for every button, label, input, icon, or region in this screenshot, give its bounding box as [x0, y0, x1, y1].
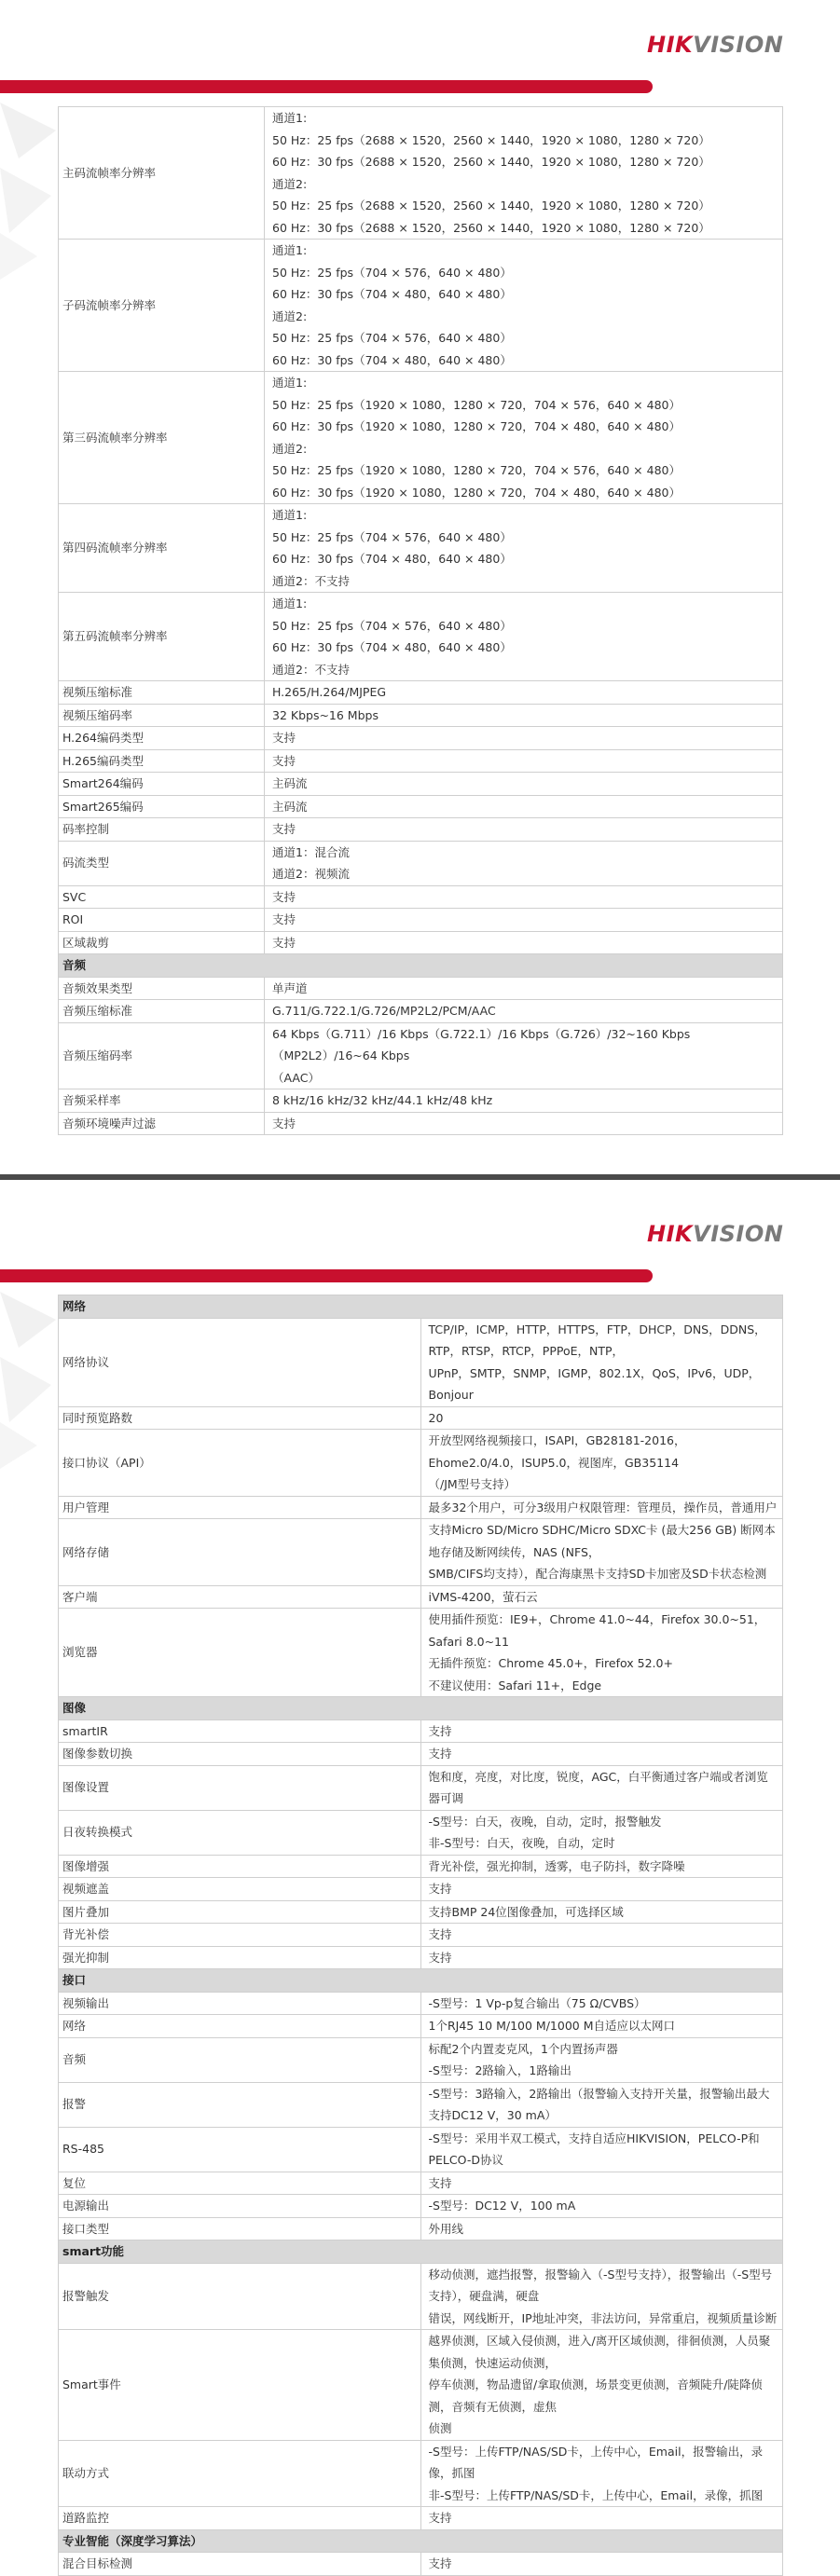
- spec-value-line: 支持: [272, 731, 296, 745]
- spec-label: 联动方式: [59, 2440, 421, 2507]
- spec-value-line: （/JM型号支持）: [428, 1477, 516, 1491]
- spec-row: [59, 727, 783, 750]
- spec-label: RS-485: [59, 2127, 421, 2172]
- spec-value-line: 支持: [428, 2556, 452, 2570]
- spec-label: H.265编码类型: [59, 749, 265, 773]
- spec-row: [59, 1900, 783, 1924]
- spec-value-line: （AAC）: [272, 1070, 320, 1085]
- spec-label: 用户管理: [59, 1496, 421, 1519]
- spec-value: [265, 107, 783, 240]
- spec-value-line: 无插件预览：Chrome 45.0+，Firefox 52.0+: [428, 1656, 673, 1670]
- spec-label: 客户端: [59, 1585, 421, 1609]
- spec-value: [420, 2015, 783, 2038]
- spec-value-line: 主码流: [272, 776, 308, 790]
- spec-label: 音频压缩码率: [59, 1022, 265, 1089]
- spec-label: 图像设置: [59, 1765, 421, 1810]
- spec-value: [420, 1992, 783, 2015]
- spec-row: [59, 795, 783, 818]
- spec-value-line: 单声道: [272, 980, 308, 995]
- spec-label: 视频压缩码率: [59, 704, 265, 727]
- spec-value: [420, 1318, 783, 1406]
- spec-value: [420, 2263, 783, 2330]
- spec-row: [59, 1992, 783, 2015]
- spec-value-line: 20: [428, 1410, 444, 1425]
- spec-row: [59, 1318, 783, 1406]
- spec-value-line: -S型号：DC12 V，100 mA: [428, 2199, 576, 2213]
- spec-value-line: 50 Hz：25 fps（1920 × 1080，1280 × 720，704 × 576，640 × 480）: [272, 463, 681, 477]
- spec-value: [420, 2553, 783, 2576]
- spec-row: [59, 773, 783, 796]
- spec-value: [265, 931, 783, 954]
- spec-value-line: 支持: [428, 1882, 452, 1896]
- spec-label: 网络: [59, 2015, 421, 2038]
- spec-label: 图片叠加: [59, 1900, 421, 1924]
- spec-value-line: 1个RJ45 10 M/100 M/1000 M自适应以太网口: [428, 2019, 675, 2033]
- hikvision-logo: HIKVISION: [647, 32, 784, 58]
- spec-row: [59, 1022, 783, 1089]
- spec-value-line: 侦测: [428, 2421, 452, 2435]
- spec-value: [420, 1900, 783, 1924]
- spec-label: Smart265编码: [59, 795, 265, 818]
- spec-value-line: 60 Hz：30 fps（704 × 480，640 × 480）: [272, 552, 512, 566]
- spec-table-page-2: [58, 1295, 783, 2576]
- spec-value-line: 支持Micro SD/Micro SDHC/Micro SDXC卡 (最大256 GB) 断网本地存储及断网续传，NAS (NFS，: [428, 1523, 776, 1559]
- spec-value: [420, 1878, 783, 1901]
- spec-value-line: H.265/H.264/MJPEG: [272, 685, 387, 699]
- spec-label: 强光抑制: [59, 1946, 421, 1969]
- spec-label: Smart事件: [59, 2330, 421, 2441]
- spec-row: [59, 885, 783, 909]
- spec-value: [420, 1720, 783, 1743]
- spec-row: [59, 1430, 783, 1497]
- spec-label: 图像增强: [59, 1855, 421, 1878]
- watermark-graphic: [0, 93, 65, 280]
- section-header: [59, 1697, 783, 1720]
- spec-label: Smart264编码: [59, 773, 265, 796]
- spec-value: [265, 504, 783, 593]
- header-red-bar: [0, 1269, 653, 1282]
- spec-value-line: 使用插件预览：IE9+，Chrome 41.0~44，Firefox 30.0~51，Safari 8.0~11: [428, 1612, 766, 1649]
- spec-row: [59, 909, 783, 932]
- spec-label: 日夜转换模式: [59, 1810, 421, 1855]
- spec-value-line: 支持: [272, 1116, 296, 1130]
- section-title: 音频: [59, 954, 783, 978]
- spec-label: 混合目标检测: [59, 2553, 421, 2576]
- section-header: [59, 1295, 783, 1319]
- spec-value: [420, 1855, 783, 1878]
- spec-value-line: -S型号：采用半双工模式，支持自适应HIKVISION，PELCO-P和PELCO-D协议: [428, 2131, 760, 2167]
- spec-value: [265, 795, 783, 818]
- spec-value: [265, 704, 783, 727]
- spec-row: [59, 2553, 783, 2576]
- spec-page-2: [0, 1189, 840, 2570]
- spec-row: [59, 2015, 783, 2038]
- section-title: 图像: [59, 1697, 783, 1720]
- spec-value-line: 通道2:: [272, 308, 308, 323]
- spec-label: 背光补偿: [59, 1924, 421, 1947]
- spec-label: 报警触发: [59, 2263, 421, 2330]
- spec-value: [420, 1924, 783, 1947]
- spec-row: [59, 1743, 783, 1766]
- spec-label: 音频压缩标准: [59, 1000, 265, 1023]
- section-header: [59, 954, 783, 978]
- spec-value-line: TCP/IP，ICMP，HTTP，HTTPS，FTP，DHCP，DNS，DDNS，RTP，RTSP，RTCP，PPPoE，NTP，: [428, 1322, 766, 1358]
- spec-value: [265, 1022, 783, 1089]
- spec-value-line: 50 Hz：25 fps（2688 × 1520，2560 × 1440，1920 × 1080，1280 × 720）: [272, 199, 710, 212]
- spec-value-line: 60 Hz：30 fps（1920 × 1080，1280 × 720，704 × 480，640 × 480）: [272, 485, 681, 500]
- section-header: [59, 2529, 783, 2553]
- spec-label: 码率控制: [59, 818, 265, 842]
- spec-label: 视频遮盖: [59, 1878, 421, 1901]
- spec-value-line: 通道2：不支持: [272, 662, 350, 677]
- spec-value-line: 主码流: [272, 799, 308, 814]
- spec-value-line: 不建议使用：Safari 11+，Edge: [428, 1678, 602, 1692]
- spec-value-line: 饱和度，亮度，对比度，锐度，AGC，白平衡通过客户端或者浏览器可调: [428, 1769, 768, 1805]
- spec-row: [59, 240, 783, 372]
- spec-row: [59, 1112, 783, 1135]
- hikvision-logo: HIKVISION: [647, 1221, 784, 1247]
- watermark-graphic: [0, 1282, 65, 1469]
- spec-value-line: 支持: [272, 753, 296, 768]
- spec-row: [59, 2507, 783, 2530]
- spec-row: [59, 1089, 783, 1113]
- spec-row: [59, 1855, 783, 1878]
- spec-label: 接口协议（API）: [59, 1430, 421, 1497]
- spec-value-line: 停车侦测，物品遗留/拿取侦测，场景变更侦测，音频陡升/陡降侦测，音频有无侦测，虚焦: [428, 2377, 763, 2414]
- spec-value-line: 支持: [272, 935, 296, 950]
- spec-label: 音频: [59, 2037, 421, 2082]
- spec-label: 同时预览路数: [59, 1406, 421, 1430]
- spec-value-line: 支持: [428, 2511, 452, 2525]
- spec-value-line: 支持: [428, 2175, 452, 2190]
- spec-row: [59, 1000, 783, 1023]
- spec-value-line: 开放型网络视频接口，ISAPI，GB28181-2016，Ehome2.0/4.0，ISUP5.0，视图库，GB35114: [428, 1433, 686, 1470]
- spec-value: [265, 240, 783, 372]
- spec-value-line: 60 Hz：30 fps（2688 × 1520，2560 × 1440，1920 × 1080，1280 × 720）: [272, 220, 710, 235]
- spec-value-line: 通道2：视频流: [272, 867, 350, 881]
- spec-row: [59, 1924, 783, 1947]
- spec-label: 音频效果类型: [59, 977, 265, 1000]
- spec-value-line: 移动侦测，遮挡报警，报警输入（-S型号支持），报警输出（-S型号支持），硬盘满，硬盘: [428, 2267, 773, 2303]
- section-title: 专业智能（深度学习算法）: [59, 2529, 783, 2553]
- spec-row: [59, 931, 783, 954]
- spec-value: [420, 2082, 783, 2127]
- spec-value: [265, 818, 783, 842]
- spec-value: [265, 977, 783, 1000]
- spec-row: [59, 107, 783, 240]
- spec-row: [59, 2195, 783, 2218]
- section-header: [59, 1969, 783, 1993]
- spec-value-line: 支持: [272, 912, 296, 926]
- spec-row: [59, 681, 783, 705]
- spec-label: 报警: [59, 2082, 421, 2127]
- spec-label: H.264编码类型: [59, 727, 265, 750]
- spec-row: [59, 1406, 783, 1430]
- spec-value: [420, 2440, 783, 2507]
- spec-value-line: 支持BMP 24位图像叠加，可选择区域: [428, 1904, 624, 1919]
- spec-value-line: 32 Kbps~16 Mbps: [272, 707, 379, 722]
- spec-value-line: 通道2：不支持: [272, 573, 350, 588]
- spec-value-line: 50 Hz：25 fps（704 × 576，640 × 480）: [272, 529, 512, 544]
- spec-value-line: 50 Hz：25 fps（704 × 576，640 × 480）: [272, 618, 512, 633]
- spec-value-line: 非-S型号：白天，夜晚，自动，定时: [428, 1836, 615, 1850]
- spec-row: [59, 372, 783, 504]
- spec-value: [420, 1743, 783, 1766]
- spec-value-line: 60 Hz：30 fps（704 × 480，640 × 480）: [272, 287, 512, 301]
- section-title: 接口: [59, 1969, 783, 1993]
- spec-value-line: 通道1:: [272, 508, 308, 522]
- spec-label: 网络协议: [59, 1318, 421, 1406]
- spec-row: [59, 704, 783, 727]
- spec-value: [265, 1089, 783, 1113]
- spec-value: [265, 593, 783, 681]
- spec-row: [59, 2127, 783, 2172]
- spec-label: SVC: [59, 885, 265, 909]
- spec-value: [265, 372, 783, 504]
- spec-value-line: -S型号：上传FTP/NAS/SD卡，上传中心，Email，报警输出，录像，抓图: [428, 2444, 764, 2480]
- spec-value: [265, 727, 783, 750]
- spec-value-line: 通道1:: [272, 111, 308, 125]
- spec-row: [59, 1946, 783, 1969]
- spec-value-line: 非-S型号：上传FTP/NAS/SD卡，上传中心，Email，录像，抓图: [428, 2487, 764, 2502]
- spec-row: [59, 2440, 783, 2507]
- spec-value-line: iVMS-4200，萤石云: [428, 1589, 538, 1604]
- spec-label: 区域裁剪: [59, 931, 265, 954]
- spec-row: [59, 841, 783, 885]
- spec-label: 音频环境噪声过滤: [59, 1112, 265, 1135]
- spec-value-line: 通道1:: [272, 376, 308, 390]
- spec-value: [420, 1496, 783, 1519]
- spec-table-page-1: [58, 106, 783, 1135]
- spec-label: 第三码流帧率分辨率: [59, 372, 265, 504]
- spec-row: [59, 1585, 783, 1609]
- section-title: 网络: [59, 1295, 783, 1319]
- spec-row: [59, 2263, 783, 2330]
- spec-value-line: 50 Hz：25 fps（2688 × 1520，2560 × 1440，1920 × 1080，1280 × 720）: [272, 132, 710, 147]
- spec-value-line: UPnP，SMTP，SNMP，IGMP，802.1X，QoS，IPv6，UDP，Bonjour: [428, 1365, 761, 1402]
- spec-label: 复位: [59, 2172, 421, 2195]
- spec-value-line: 通道1：混合流: [272, 844, 350, 859]
- spec-value-line: 通道2:: [272, 176, 308, 191]
- spec-label: 道路监控: [59, 2507, 421, 2530]
- spec-value-line: -S型号：1 Vp-p复合输出（75 Ω/CVBS）: [428, 1995, 646, 2010]
- spec-page-1: [0, 0, 840, 1174]
- spec-value-line: 8 kHz/16 kHz/32 kHz/44.1 kHz/48 kHz: [272, 1093, 493, 1107]
- spec-label: 电源输出: [59, 2195, 421, 2218]
- spec-label: 浏览器: [59, 1609, 421, 1697]
- spec-label: 子码流帧率分辨率: [59, 240, 265, 372]
- spec-value-line: 50 Hz：25 fps（1920 × 1080，1280 × 720，704 × 576，640 × 480）: [272, 397, 681, 412]
- spec-value-line: 错误，网线断开，IP地址冲突，非法访问，异常重启，视频质量诊断: [428, 2310, 778, 2325]
- spec-value-line: -S型号：2路输入，1路输出: [428, 2063, 571, 2077]
- spec-value: [420, 2217, 783, 2240]
- spec-label: 主码流帧率分辨率: [59, 107, 265, 240]
- spec-value-line: G.711/G.722.1/G.726/MP2L2/PCM/AAC: [272, 1004, 496, 1018]
- spec-value-line: 60 Hz：30 fps（2688 × 1520，2560 × 1440，1920 × 1080，1280 × 720）: [272, 155, 710, 169]
- spec-value: [420, 2172, 783, 2195]
- spec-value-line: 50 Hz：25 fps（704 × 576，640 × 480）: [272, 265, 512, 280]
- spec-value-line: 支持: [428, 1950, 452, 1965]
- spec-label: ROI: [59, 909, 265, 932]
- spec-value: [420, 2195, 783, 2218]
- spec-value-line: 背光补偿，强光抑制，透雾，电子防抖，数字降噪: [428, 1858, 685, 1873]
- spec-value-line: SMB/CIFS均支持），配合海康黑卡支持SD卡加密及SD卡状态检测: [428, 1567, 767, 1581]
- spec-value: [265, 773, 783, 796]
- spec-value-line: 标配2个内置麦克风，1个内置扬声器: [428, 2041, 618, 2056]
- spec-row: [59, 1720, 783, 1743]
- spec-value: [265, 909, 783, 932]
- spec-value-line: 64 Kbps（G.711）/16 Kbps（G.722.1）/16 Kbps（G.726）/32~160 Kbps（MP2L2）/16~64 Kbps: [272, 1026, 691, 1062]
- spec-label: 视频压缩标准: [59, 681, 265, 705]
- spec-value: [420, 1765, 783, 1810]
- spec-value-line: 支持: [428, 1927, 452, 1941]
- spec-value-line: 支持: [428, 1747, 452, 1761]
- spec-value-line: 越界侦测，区域入侵侦测，进入/离开区域侦测，徘徊侦测，人员聚集侦测，快速运动侦测，: [428, 2334, 771, 2370]
- spec-value: [265, 841, 783, 885]
- spec-row: [59, 2037, 783, 2082]
- spec-value: [265, 1112, 783, 1135]
- spec-row: [59, 2217, 783, 2240]
- spec-value: [420, 1585, 783, 1609]
- spec-value-line: -S型号：白天，夜晚，自动，定时，报警触发: [428, 1814, 662, 1829]
- spec-label: 音频采样率: [59, 1089, 265, 1113]
- spec-label: 视频输出: [59, 1992, 421, 2015]
- section-header: [59, 2240, 783, 2264]
- header-red-bar: [0, 80, 653, 93]
- spec-value-line: 最多32个用户，可分3级用户权限管理：管理员，操作员，普通用户: [428, 1500, 778, 1514]
- spec-row: [59, 818, 783, 842]
- spec-value: [420, 1810, 783, 1855]
- spec-value-line: 支持: [272, 822, 296, 836]
- spec-value: [420, 1946, 783, 1969]
- spec-value-line: 支持: [428, 1723, 452, 1738]
- spec-value-line: 50 Hz：25 fps（704 × 576，640 × 480）: [272, 331, 512, 345]
- spec-value-line: 60 Hz：30 fps（704 × 480，640 × 480）: [272, 352, 512, 367]
- spec-row: [59, 749, 783, 773]
- spec-value-line: 通道1:: [272, 596, 308, 610]
- spec-label: 码流类型: [59, 841, 265, 885]
- spec-value: [265, 749, 783, 773]
- spec-row: [59, 2082, 783, 2127]
- section-title: smart功能: [59, 2240, 783, 2264]
- spec-row: [59, 2330, 783, 2441]
- spec-row: [59, 1810, 783, 1855]
- spec-label: 第四码流帧率分辨率: [59, 504, 265, 593]
- spec-value-line: 外用线: [428, 2221, 464, 2236]
- spec-row: [59, 1765, 783, 1810]
- spec-row: [59, 593, 783, 681]
- spec-value: [420, 2507, 783, 2530]
- spec-label: 接口类型: [59, 2217, 421, 2240]
- spec-value-line: 支持: [272, 889, 296, 904]
- spec-value-line: 通道2:: [272, 441, 308, 456]
- spec-value: [265, 1000, 783, 1023]
- spec-row: [59, 1519, 783, 1586]
- spec-row: [59, 1496, 783, 1519]
- spec-value-line: 60 Hz：30 fps（1920 × 1080，1280 × 720，704 × 480，640 × 480）: [272, 419, 681, 433]
- spec-value: [265, 681, 783, 705]
- spec-value-line: 通道1:: [272, 243, 308, 257]
- spec-value: [420, 1406, 783, 1430]
- spec-row: [59, 1878, 783, 1901]
- spec-value-line: -S型号：3路输入，2路输出（报警输入支持开关量，报警输出最大支持DC12 V，30 mA）: [428, 2086, 770, 2122]
- spec-value: [420, 1519, 783, 1586]
- spec-value: [265, 885, 783, 909]
- spec-value: [420, 2127, 783, 2172]
- spec-value: [420, 2037, 783, 2082]
- spec-value: [420, 1430, 783, 1497]
- spec-row: [59, 1609, 783, 1697]
- spec-value-line: 60 Hz：30 fps（704 × 480，640 × 480）: [272, 640, 512, 654]
- spec-label: 网络存储: [59, 1519, 421, 1586]
- spec-value: [420, 1609, 783, 1697]
- spec-label: 图像参数切换: [59, 1743, 421, 1766]
- spec-row: [59, 977, 783, 1000]
- spec-label: smartIR: [59, 1720, 421, 1743]
- spec-row: [59, 2172, 783, 2195]
- spec-label: 第五码流帧率分辨率: [59, 593, 265, 681]
- spec-row: [59, 504, 783, 593]
- spec-value: [420, 2330, 783, 2441]
